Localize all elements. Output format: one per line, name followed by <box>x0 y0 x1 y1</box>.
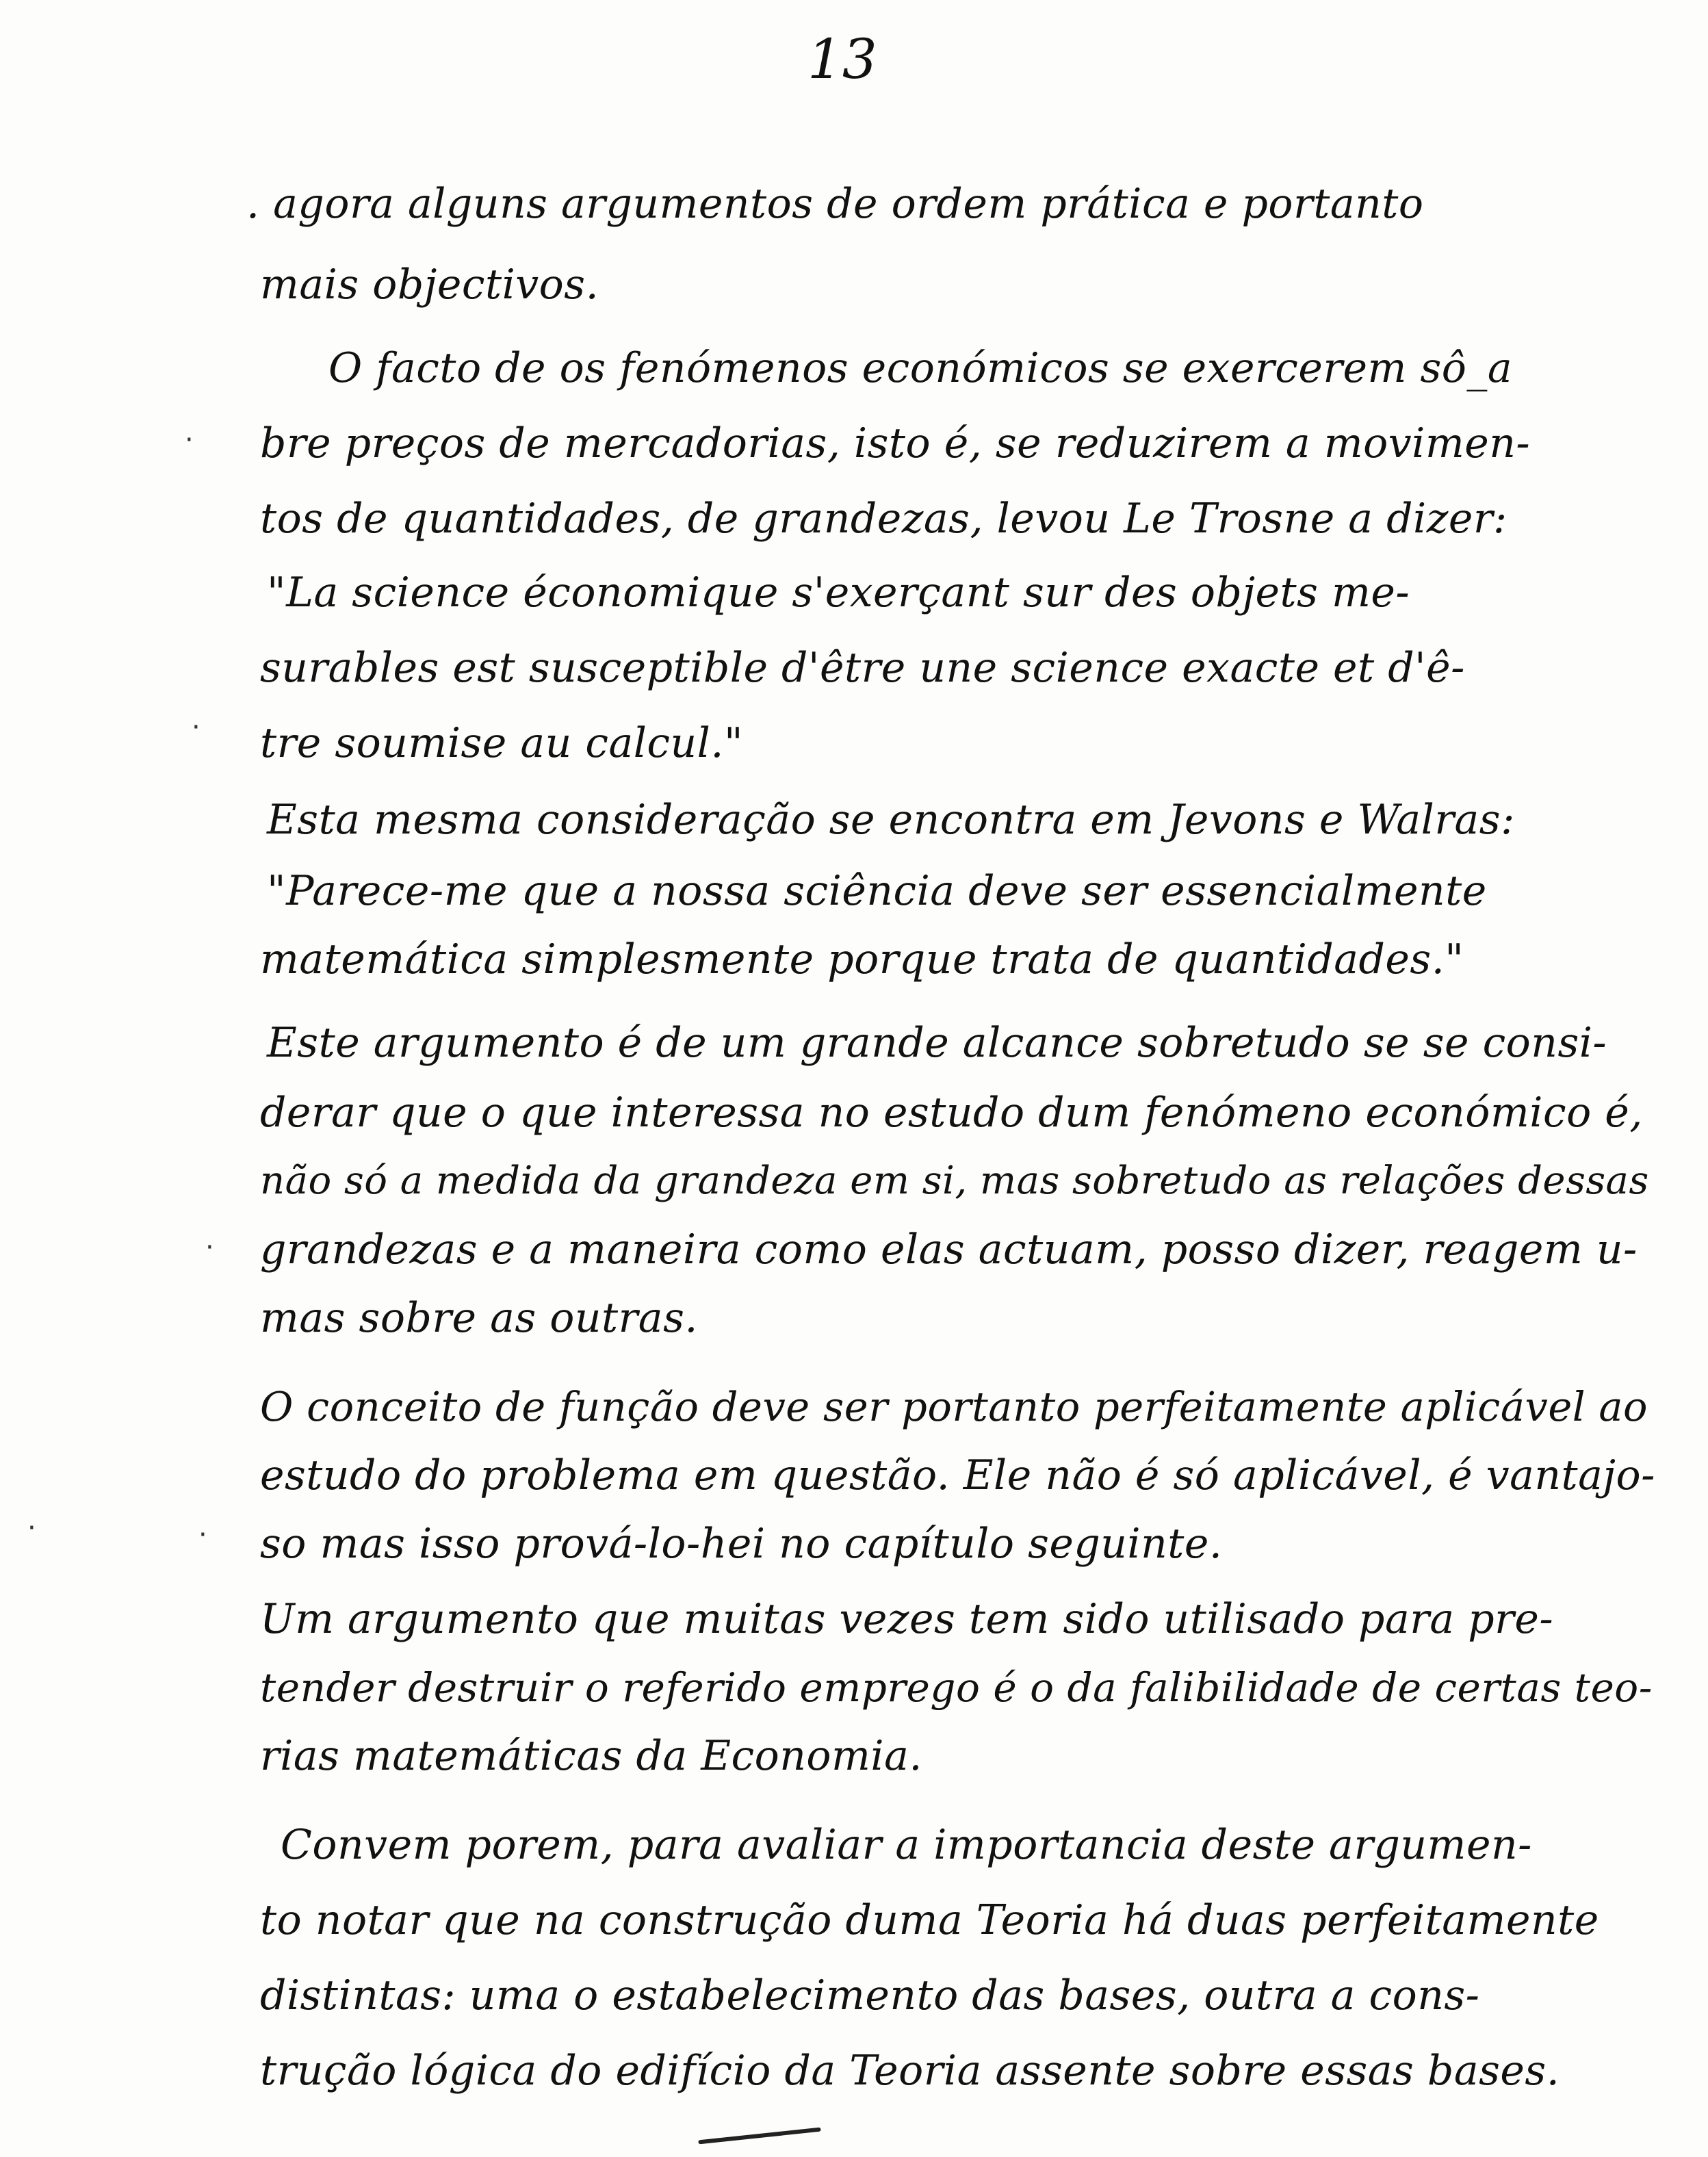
text-line: tender destruir o referido emprego é o da falibilidade de certas teo- <box>260 1664 1653 1711</box>
margin-dot: · <box>192 712 200 743</box>
text-line: mas sobre as outras. <box>260 1294 698 1342</box>
text-line: O conceito de função deve ser portanto perfeitamente aplicável ao <box>260 1383 1648 1430</box>
text-line: rias matemáticas da Economia. <box>260 1732 922 1780</box>
margin-dot: · <box>205 1232 214 1263</box>
text-line: derar que o que interessa no estudo dum fenómeno económico é, <box>260 1089 1643 1137</box>
text-line: não só a medida da grandeza em si, mas sobretudo as relações dessas <box>260 1159 1649 1203</box>
text-line: to notar que na construção duma Teoria há duas perfeitamente <box>260 1896 1599 1944</box>
text-line: "La science économique s'exerçant sur des objets me- <box>267 569 1410 617</box>
text-line: matemática simplesmente porque trata de quantidades." <box>260 935 1464 983</box>
text-line: Esta mesma consideração se encontra em Jevons e Walras: <box>267 796 1515 844</box>
text-line: Convem porem, para avaliar a importancia deste argumen- <box>281 1821 1532 1869</box>
text-line: mais objectivos. <box>260 261 599 309</box>
text-line: O facto de os fenómenos económicos se exercerem sô_a <box>328 344 1513 392</box>
margin-dot: · <box>27 1512 36 1544</box>
margin-dot: · <box>198 1519 207 1551</box>
text-line: . agora alguns argumentos de ordem prática e portanto <box>246 180 1424 228</box>
text-line: grandezas e a maneira como elas actuam, posso dizer, reagem u- <box>260 1226 1638 1274</box>
page-number: 13 <box>807 27 877 91</box>
text-line: surables est susceptible d'être une science exacte et d'ê- <box>260 644 1465 692</box>
text-line: so mas isso prová-lo-hei no capítulo seguinte. <box>260 1520 1223 1568</box>
text-line: tos de quantidades, de grandezas, levou Le Trosne a dizer: <box>260 495 1508 543</box>
margin-dot: · <box>185 424 194 456</box>
text-line: Este argumento é de um grande alcance sobretudo se se consi- <box>267 1019 1607 1067</box>
text-line: trução lógica do edifício da Teoria assente sobre essas bases. <box>260 2047 1560 2095</box>
text-line: bre preços de mercadorias, isto é, se reduzirem a movimen- <box>260 419 1531 467</box>
text-line: distintas: uma o estabelecimento das bases, outra a cons- <box>260 1972 1480 2019</box>
text-line: Um argumento que muitas vezes tem sido utilisado para pre- <box>260 1595 1554 1643</box>
text-line: tre soumise au calcul." <box>260 719 744 767</box>
text-line: "Parece-me que a nossa sciência deve ser essencialmente <box>267 867 1487 915</box>
text-line: estudo do problema em questão. Ele não é só aplicável, é vantajo- <box>260 1451 1655 1499</box>
